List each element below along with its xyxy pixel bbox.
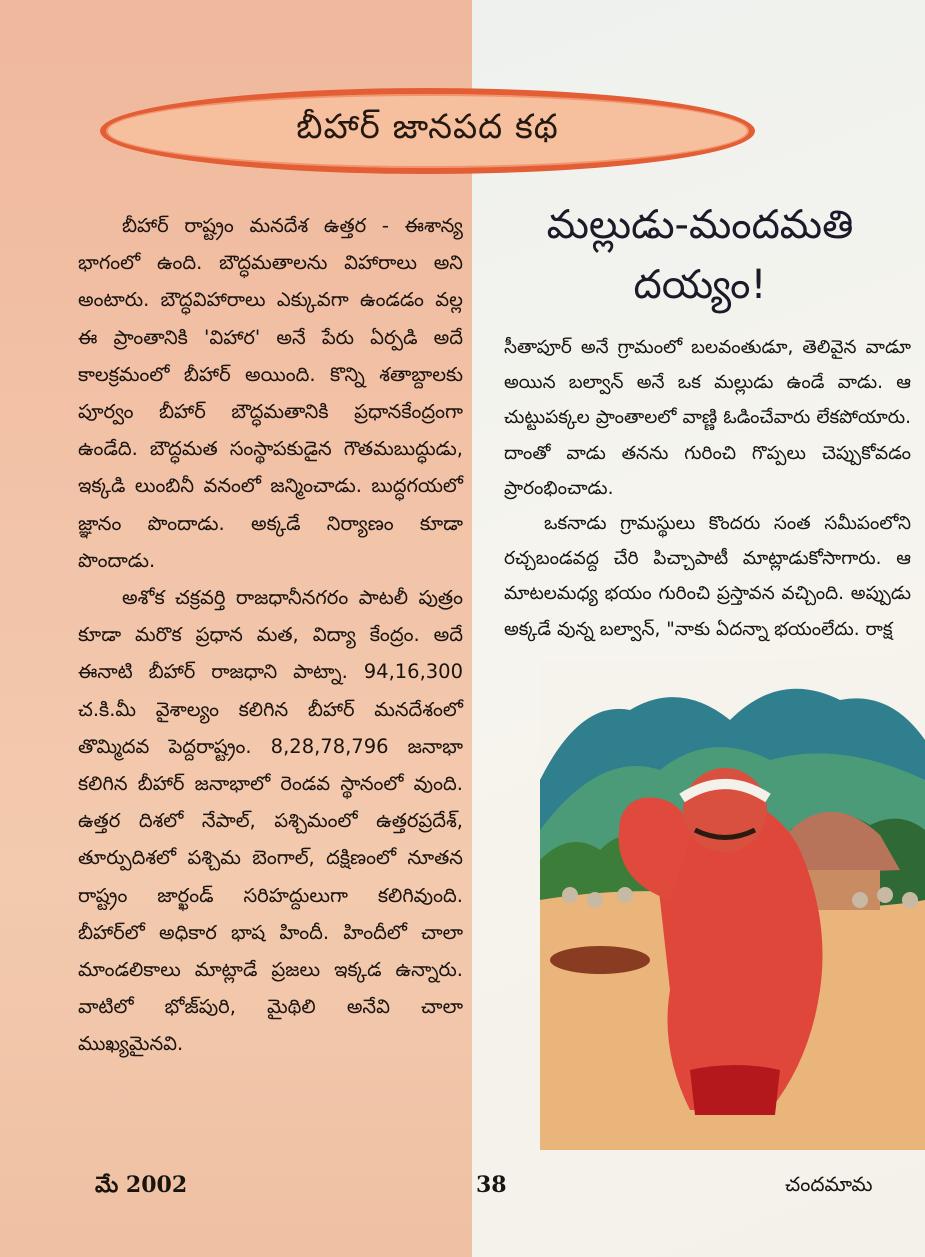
wrestler-illustration [540,660,925,1150]
header-title: బీహార్ జానపద కథ [296,107,559,147]
footer-date: మే 2002 [95,1172,188,1198]
page-number: 38 [476,1172,507,1198]
left-paragraph: బీహార్ రాష్ట్రం మనదేశ ఉత్తర - ఈశాన్య భాగంలో ఉంది. బౌద్ధమతాలను విహారాలు అని అంటారు. బౌద్ధవిహారాలు ఎక్కువగా ఉండడం వల్ల ఈ ప్రాంతానికి 'విహార' అనే పేరు ఏర్పడి అదే కాలక్రమంలో బీహార్ అయింది. కొన్ని శతాబ్దాలకు పూర్వం బీహార్ బౌద్ధమతానికి ప్రధానకేంద్రంగా ఉండేది. బౌద్ధమత సంస్థాపకుడైన గౌతమబుద్ధుడు, ఇక్కడి లుంబినీ వనంలో జన్మించాడు. బుద్ధగయలో జ్ఞానం పొందాడు. అక్కడే నిర్యాణం కూడా పొందాడు. [78,214,463,572]
header-oval [100,88,755,174]
story-title-line1: మల్లుడు-మందమతి [546,202,854,248]
story-title-line2: దయ్యం! [633,262,767,308]
story-title [490,195,910,315]
magazine-name: చందమామ [785,1172,873,1196]
right-column-text [504,330,911,647]
left-paragraph: అశోక చక్రవర్తి రాజధానీనగరం పాటలీ పుత్రం కూడా మరొక ప్రధాన మత, విద్యా కేంద్రం. అదే ఈనాటి బీహార్ రాజధాని పాట్నా. 94,16,300 చ.కి.మీ వైశాల్యం కలిగిన బీహార్ మనదేశంలో తొమ్మిదవ పెద్దరాష్ట్రం. 8,28,78,796 జనాభా కలిగిన బీహార్ జనాభాలో రెండవ స్థానంలో వుంది. ఉత్తర దిశలో నేపాల్, పశ్చిమంలో ఉత్తరప్రదేశ్, తూర్పుదిశలో పశ్చిమ బెంగాల్, దక్షిణంలో నూతన రాష్ట్రం జార్ఖండ్ సరిహద్దులుగా కలిగివుంది. బీహార్‌లో అధికార భాష హిందీ. హిందీలో చాలా మాండలికాలు మాట్లాడే ప్రజలు ఇక్కడ ఉన్నారు. వాటిలో భోజ్‌పురి, మైథిలి అనేవి చాలా ముఖ్యమైనవి. [78,586,463,1056]
right-paragraph: ఒకనాడు గ్రామస్థులు కొందరు సంత సమీపంలోని రచ్చబండవద్ద చేరి పిచ్చాపాటీ మాట్లాడుకోసాగారు. ఆ మాటలమధ్య భయం గురించి ప్రస్తావన వచ్చింది. అప్పుడు అక్కడే వున్న బల్వాన్, "నాకు ఏదన్నా భయంలేదు. రాక్ష [504,513,911,640]
right-paragraph: సీతాపూర్ అనే గ్రామంలో బలవంతుడూ, తెలివైన వాడూ అయిన బల్వాన్ అనే ఒక మల్లుడు ఉండే వాడు. ఆ చుట్టుపక్కల ప్రాంతాలలో వాణ్ణి ఓడించేవారు లేకపోయారు. దాంతో వాడు తనను గురించి గొప్పలు చెప్పుకోవడం ప్రారంభించాడు. [504,337,911,499]
left-column-text [78,207,463,1063]
